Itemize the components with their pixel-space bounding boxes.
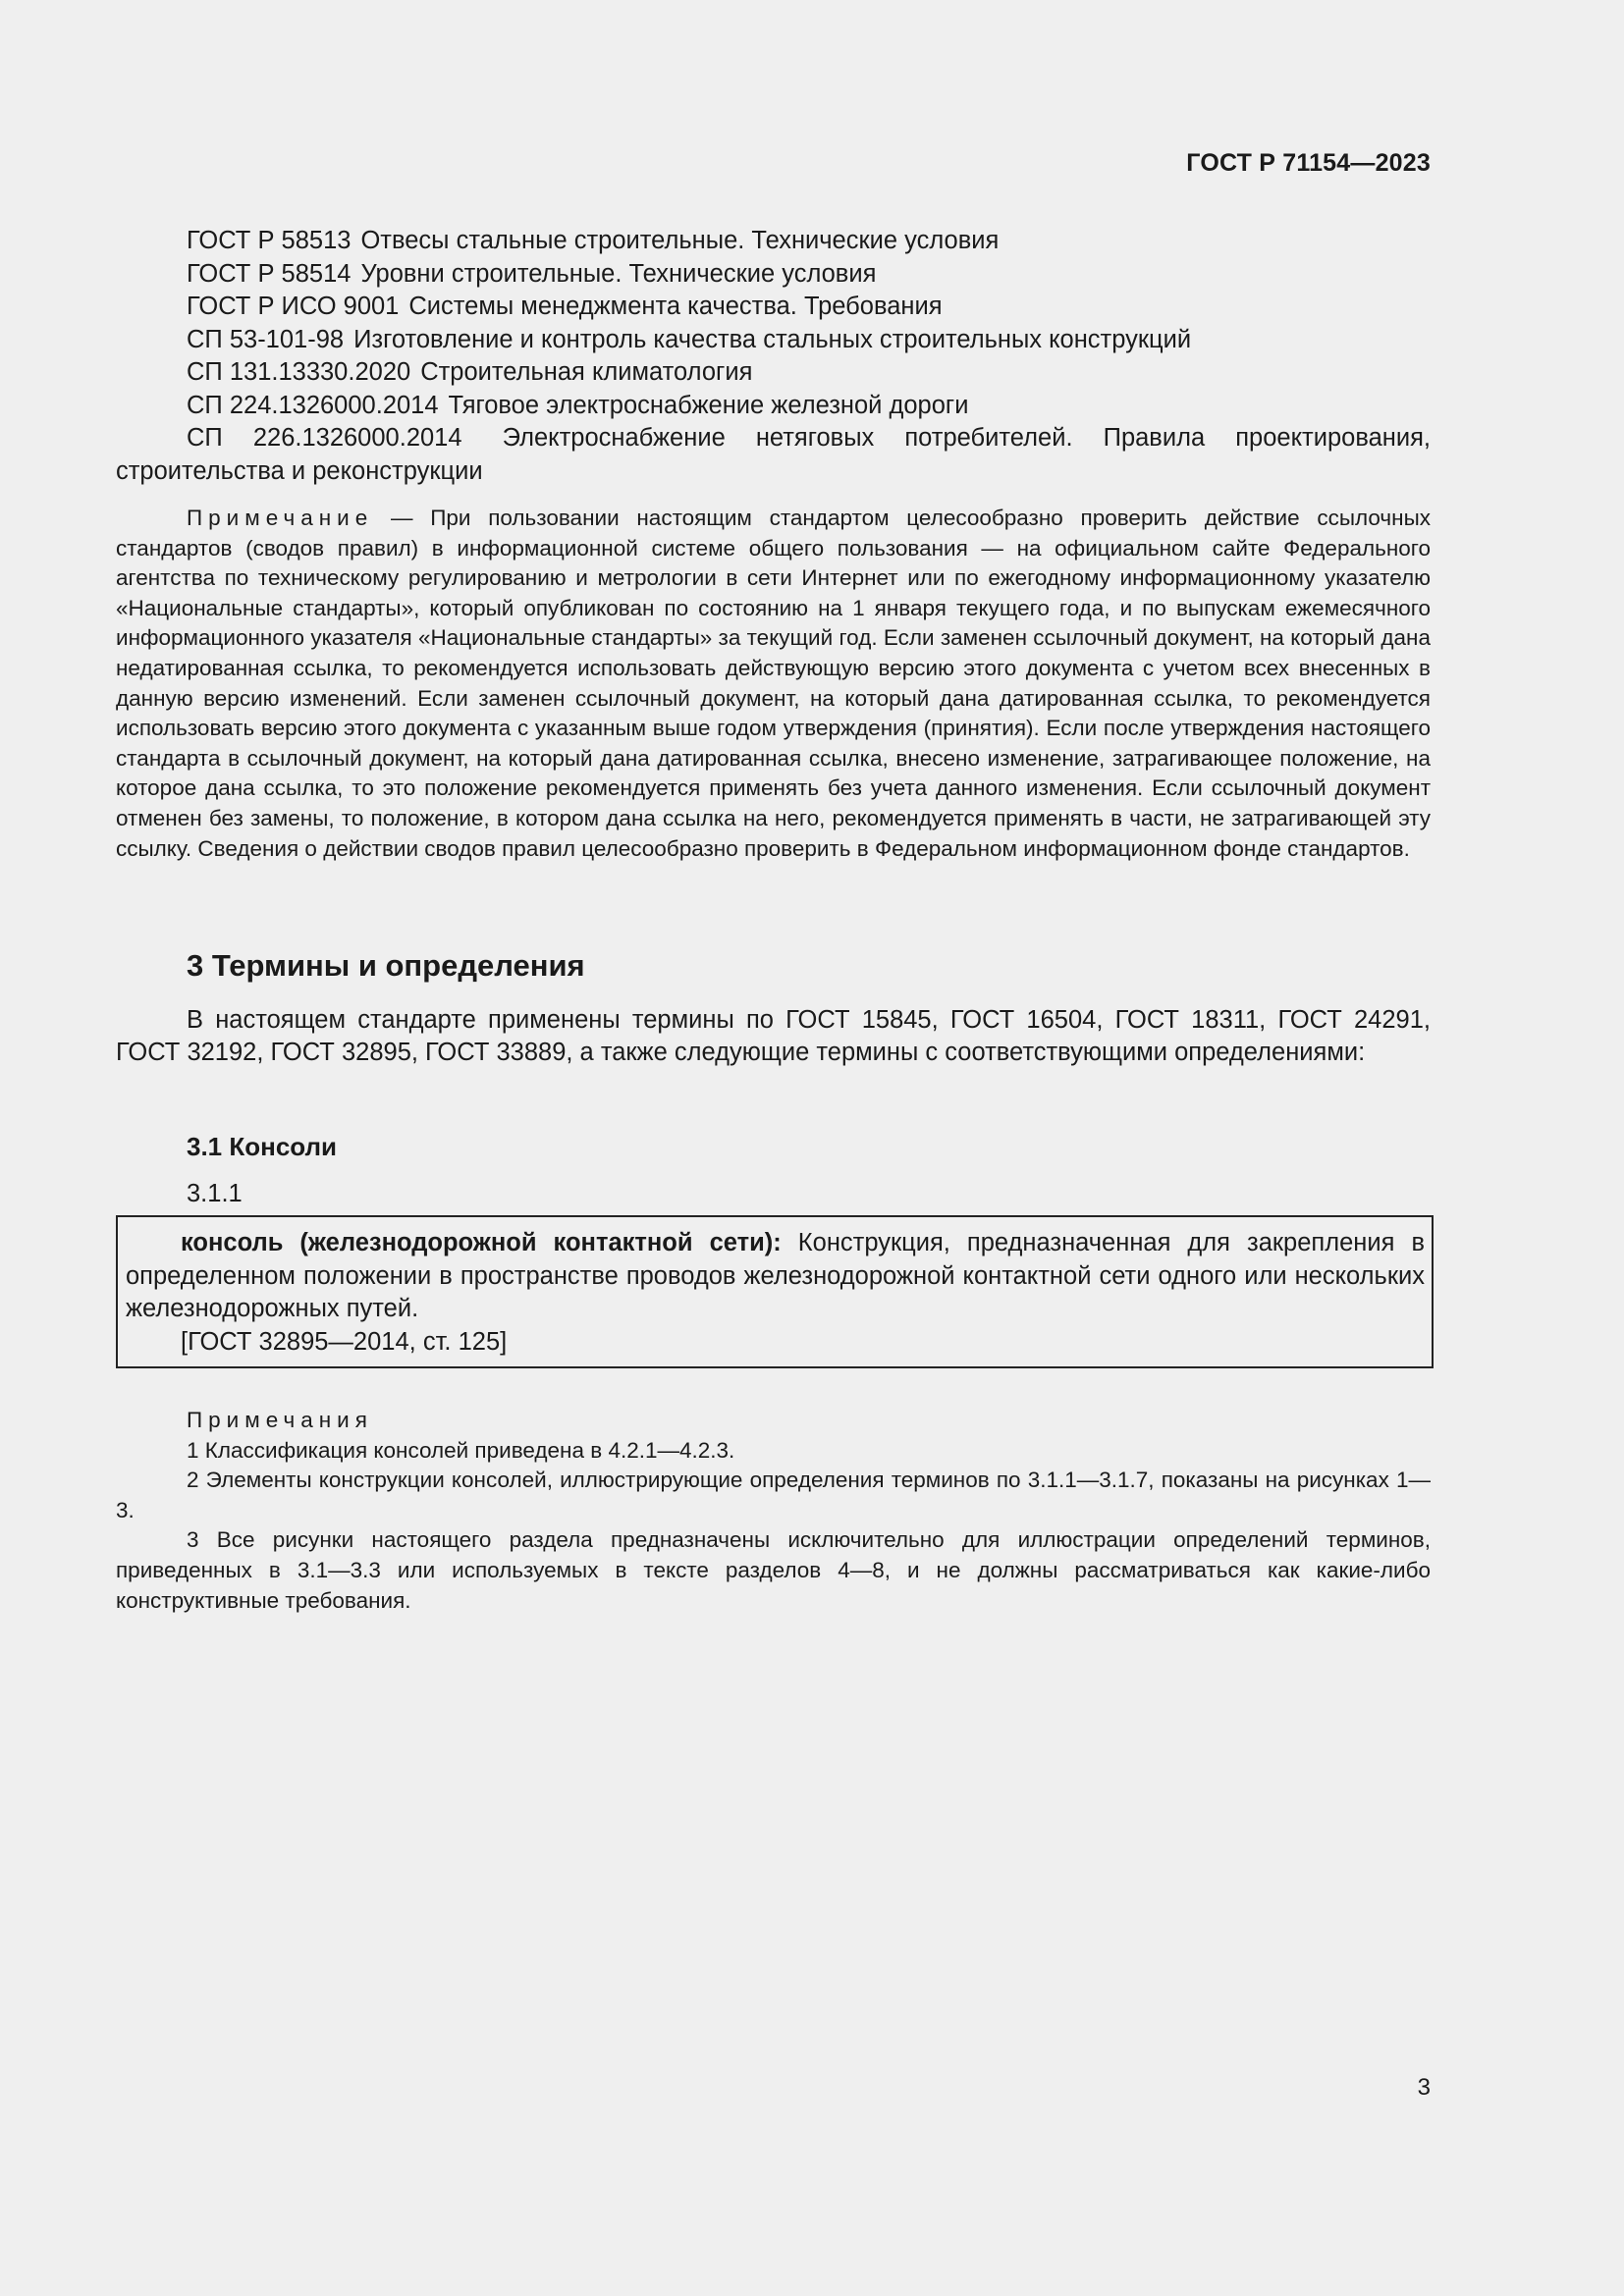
section-3-intro: В настоящем стандарте применены термины по ГОСТ 15845, ГОСТ 16504, ГОСТ 18311, ГОСТ 24291, ГОСТ 32192, ГОСТ 32895, ГОСТ 33889, а также следующие термины с соответствующими определениями: — [116, 1006, 1431, 1066]
reference-item: ГОСТ Р ИСО 9001 Системы менеджмента качества. Требования — [187, 293, 943, 320]
section-3-title: 3 Термины и определения — [187, 948, 585, 983]
term-definition — [126, 1227, 1425, 1326]
reference-item: ГОСТ Р 58514 Уровни строительные. Технические условия — [187, 259, 877, 288]
note-item: 1 Классификация консолей приведена в 4.2.1—4.2.3. — [187, 1437, 735, 1463]
notes-block — [116, 1406, 1431, 1616]
note-text: — При пользовании настоящим стандартом целесообразно проверить действие ссылочных стандартов (сводов правил) в информационной системе общего пользования — на официальном сайте Федерального агентства по техническому регулированию и метрологии в сети Интернет или по ежегодному информационному указателю «Национальные стандарты», который опубликован по состоянию на 1 января текущего года, и по выпускам ежемесячного информационного указателя «Национальные стандарты» за текущий год. Если заменен ссылочный документ, на который дана недатированная ссылка, то рекомендуется использовать действующую версию этого документа с учетом всех внесенных в данную версию изменений. Если заменен ссылочный документ, на который дана датированная ссылка, то рекомендуется использовать версию этого документа с указанным выше годом утверждения (принятия). Если после утверждения настоящего стандарта в ссылочный документ, на который дана датированная ссылка, внесено изменение, затрагивающее положение, на которое дана ссылка, то это положение рекомендуется применять без учета данного изменения. Если ссылочный документ отменен без замены, то положение, в котором дана ссылка на него, рекомендуется применять в части, не затрагивающей эту ссылку. Сведения о действии сводов правил целесообразно проверить в Федеральном информационном фонде стандартов. — [116, 506, 1431, 861]
page-number: 3 — [1417, 2074, 1431, 2101]
reference-item: СП 131.13330.2020 Строительная климатология — [187, 358, 753, 386]
term-definition-box — [116, 1215, 1434, 1368]
reference-item: СП 226.1326000.2014 Электроснабжение нетяговых потребителей. Правила проектирования, строительства и реконструкции — [116, 424, 1431, 485]
subsection-3-1-title: 3.1 Консоли — [187, 1132, 338, 1161]
document-code-header: ГОСТ Р 71154—2023 — [1186, 149, 1431, 177]
note-label: Примечание — [187, 506, 374, 530]
term-number: 3.1.1 — [187, 1180, 243, 1207]
reference-item: ГОСТ Р 58513 Отвесы стальные строительные. Технические условия — [187, 227, 1000, 254]
term-name: консоль (железнодорожной контактной сети): — [181, 1229, 782, 1256]
normative-references-list — [116, 225, 1431, 488]
references-note — [116, 504, 1431, 864]
note-item: 2 Элементы конструкции консолей, иллюстрирующие определения терминов по 3.1.1—3.1.7, показаны на рисунках 1—3. — [116, 1468, 1431, 1522]
term-source: [ГОСТ 32895—2014, ст. 125] — [181, 1327, 508, 1356]
note-item: 3 Все рисунки настоящего раздела предназначены исключительно для иллюстрации определений терминов, приведенных в 3.1—3.3 или используемых в тексте разделов 4—8, и не должны рассматриваться как какие-либо конструктивные требования. — [116, 1527, 1431, 1613]
term-definition-text: Конструкция, предназначенная для закрепления в определенном положении в пространстве проводов железнодорожной контактной сети одного или нескольких железнодорожных путей. — [126, 1229, 1425, 1322]
reference-item: СП 224.1326000.2014 Тяговое электроснабжение железной дороги — [187, 391, 969, 419]
reference-item: СП 53-101-98 Изготовление и контроль качества стальных строительных конструкций — [187, 325, 1192, 353]
notes-title: Примечания — [187, 1408, 373, 1432]
